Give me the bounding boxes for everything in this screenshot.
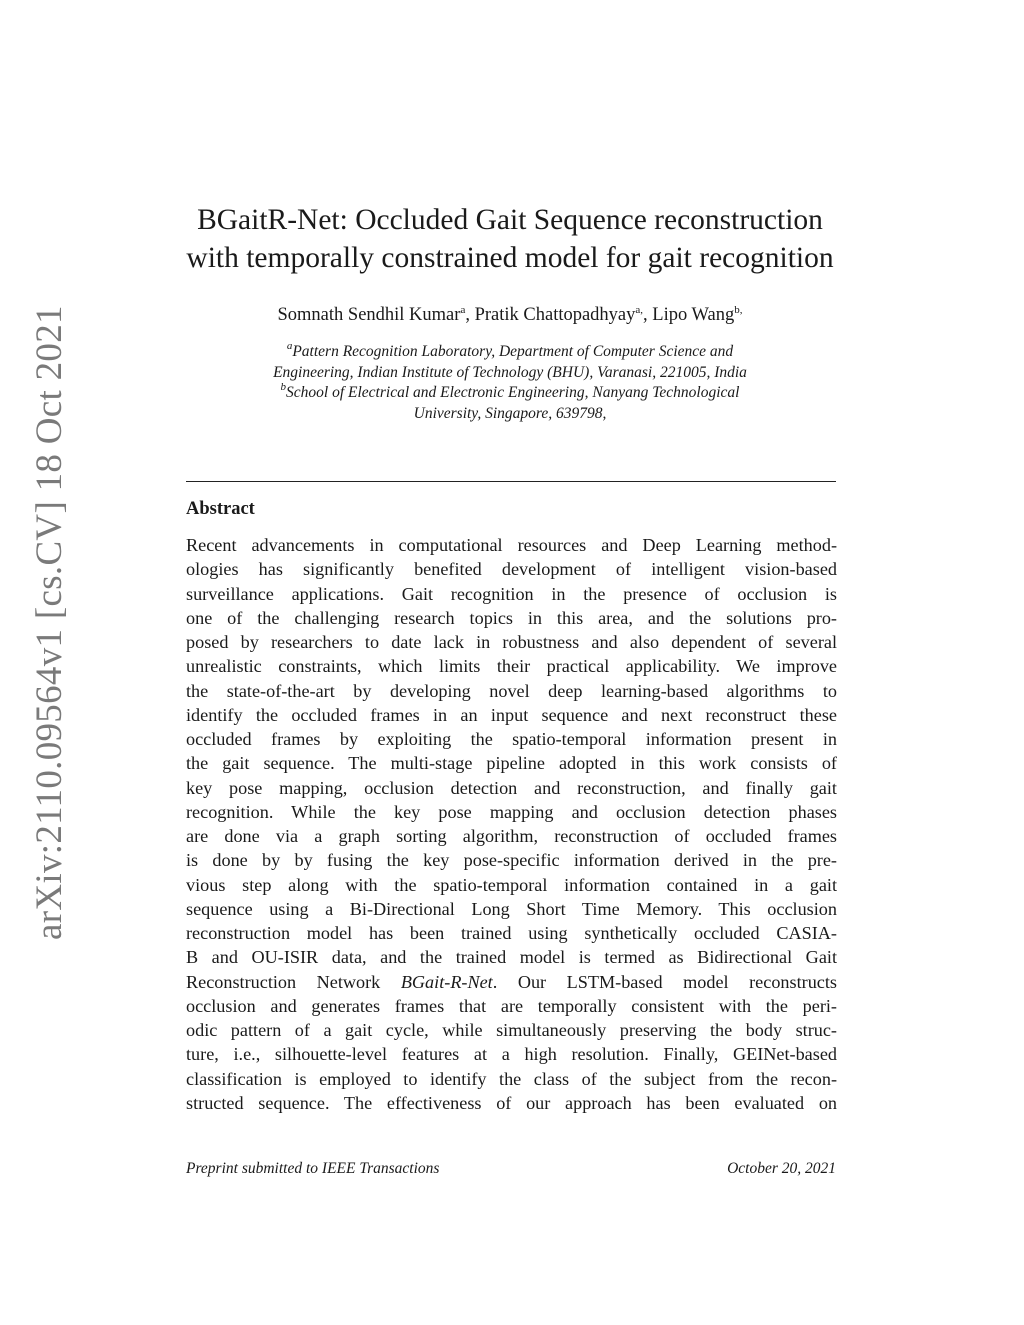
- author-name: Lipo Wang: [652, 305, 735, 325]
- affiliation-text: Pattern Recognition Laboratory, Department of Computer Science and: [292, 343, 734, 360]
- abstract-line: classification is employed to identify the class of the subject from the recon-: [186, 1068, 837, 1089]
- author-affiliation-mark: a,: [635, 304, 644, 316]
- author-affiliation-mark: a: [460, 304, 466, 316]
- abstract-line: the gait sequence. The multi-stage pipeline adopted in this work consists of: [186, 753, 837, 774]
- abstract-line: surveillance applications. Gait recognition in the presence of occlusion is: [186, 583, 837, 604]
- affiliation-line: [150, 404, 870, 425]
- abstract-line: unrealistic constraints, which limits their practical applicability. We improve: [186, 656, 837, 677]
- abstract-line: Recent advancements in computational resources and Deep Learning method-: [186, 535, 837, 555]
- abstract-line: ture, i.e., silhouette-level features at a high resolution. Finally, GEINet-based: [186, 1044, 837, 1065]
- affiliation-line: [150, 363, 870, 384]
- model-name-italic: BGait-R-Net: [400, 971, 493, 992]
- author-separator: ,: [643, 305, 653, 325]
- abstract-line: occluded frames by exploiting the spatio-temporal information present in: [186, 729, 837, 749]
- abstract-line: identify the occluded frames in an input sequence and next reconstruct these: [186, 704, 837, 725]
- affiliation-text: School of Electrical and Electronic Engineering, Nanyang Technological: [286, 384, 740, 401]
- affiliations: [150, 342, 870, 424]
- abstract-line: occlusion and generates frames that are temporally consistent with the peri-: [186, 995, 837, 1016]
- affiliation-line: [150, 342, 870, 363]
- abstract-line: ologies has significantly benefited development of intelligent vision-based: [186, 559, 837, 580]
- affiliation-text: Engineering, Indian Institute of Technology (BHU), Varanasi, 221005, India: [273, 363, 747, 381]
- abstract-line: one of the challenging research topics in this area, and the solutions pro-: [186, 607, 837, 628]
- author-name: Pratik Chattopadhyay: [474, 305, 636, 325]
- title-line-2: with temporally constrained model for gait recognition: [186, 242, 834, 274]
- abstract-line: the state-of-the-art by developing novel deep learning-based algorithms to: [186, 680, 837, 701]
- author-separator: ,: [465, 305, 475, 325]
- author-name: Somnath Sendhil Kumar: [277, 305, 461, 325]
- abstract-text: Reconstruction Network: [186, 971, 401, 992]
- abstract-line: B and OU-ISIR data, and the trained model is termed as Bidirectional Gait: [186, 947, 837, 968]
- affiliation-mark: a: [286, 340, 293, 352]
- title-line-1: BGaitR-Net: Occluded Gait Sequence reconstruction: [197, 204, 823, 236]
- footer-preprint-note: Preprint submitted to IEEE Transactions: [186, 1160, 440, 1177]
- author-list: [150, 302, 870, 328]
- abstract-line: are done via a graph sorting algorithm, reconstruction of occluded frames: [186, 826, 837, 846]
- abstract-divider: [186, 481, 836, 482]
- abstract-line: reconstruction model has been trained using synthetically occluded CASIA-: [186, 923, 837, 943]
- paper-title: [150, 201, 870, 277]
- abstract-line: sequence using a Bi-Directional Long Short Time Memory. This occlusion: [186, 898, 837, 919]
- abstract-line: key pose mapping, occlusion detection and reconstruction, and finally gait: [186, 777, 837, 798]
- abstract-line: structed sequence. The effectiveness of our approach has been evaluated on: [186, 1092, 837, 1113]
- affiliation-text: University, Singapore, 639798,: [413, 404, 607, 422]
- abstract-heading: Abstract: [186, 499, 255, 519]
- author-affiliation-mark: b,: [734, 304, 743, 316]
- abstract-line: recognition. While the key pose mapping and occlusion detection phases: [186, 801, 837, 822]
- affiliation-mark: b: [280, 381, 287, 393]
- abstract-body: [186, 533, 837, 1115]
- abstract-line: posed by researchers to date lack in robustness and also dependent of several: [186, 632, 837, 652]
- affiliation-line: [150, 383, 870, 404]
- abstract-line: [186, 970, 837, 994]
- abstract-line: odic pattern of a gait cycle, while simultaneously preserving the body struc-: [186, 1020, 837, 1040]
- arxiv-identifier-stamp: arXiv:2110.09564v1 [cs.CV] 18 Oct 2021: [29, 305, 70, 940]
- footer-date: October 20, 2021: [727, 1160, 836, 1177]
- abstract-line: vious step along with the spatio-temporal information contained in a gait: [186, 874, 837, 895]
- abstract-line: is done by by fusing the key pose-specific information derived in the pre-: [186, 850, 837, 871]
- abstract-text: . Our LSTM-based model reconstructs: [492, 971, 838, 992]
